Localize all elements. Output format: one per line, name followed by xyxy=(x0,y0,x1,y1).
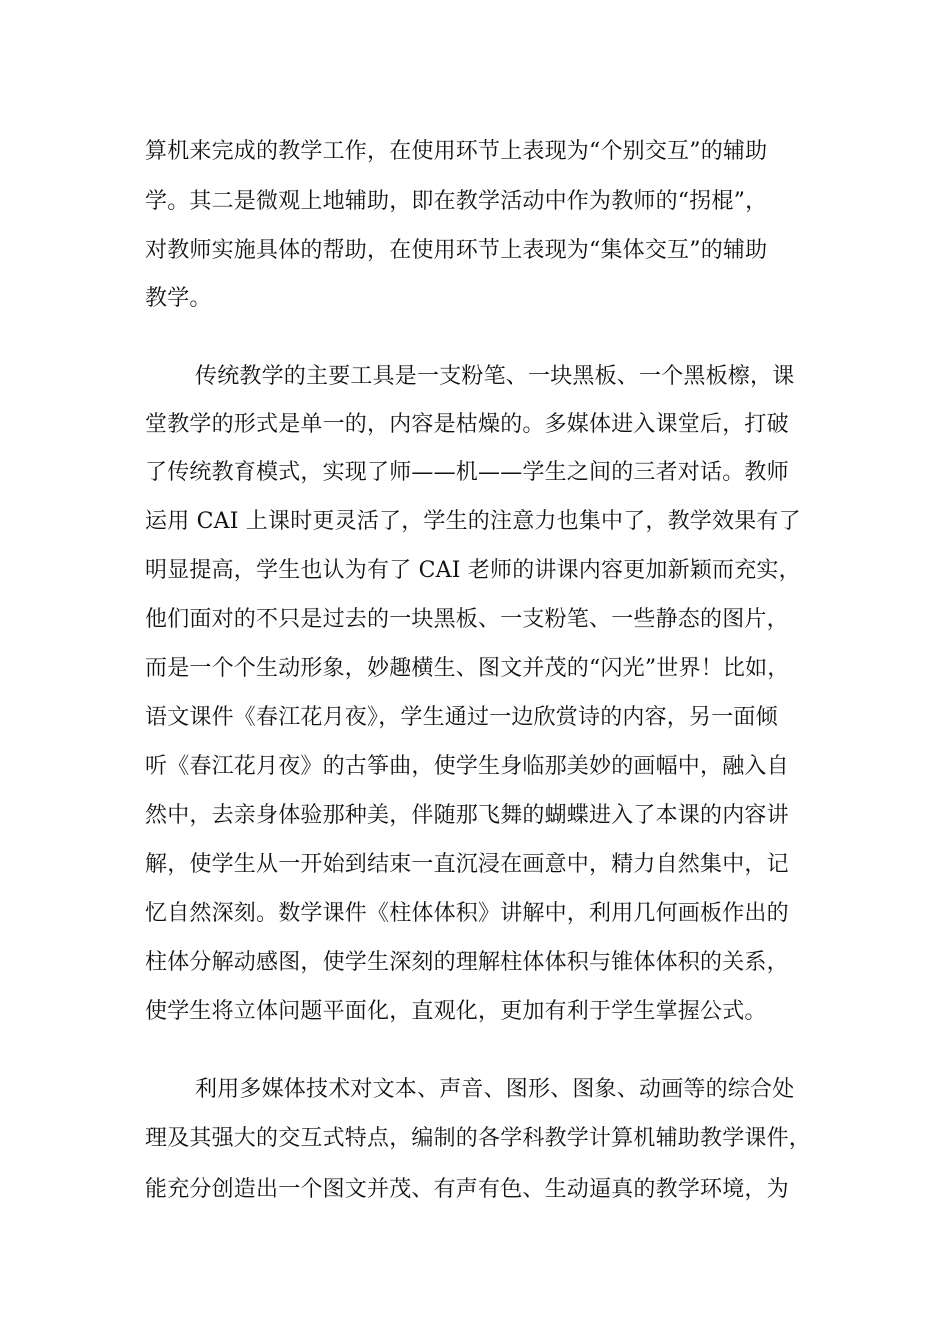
paragraph-2-line-8: 语文课件《春江花月夜》，学生通过一边欣赏诗的内容，另一面倾 xyxy=(145,705,778,730)
paragraph-2-line-12: 忆自然深刻。数学课件《柱体体积》讲解中，利用几何画板作出的 xyxy=(145,901,789,926)
paragraph-2-line-4: 运用 CAI 上课时更灵活了，学生的注意力也集中了，教学效果有了 xyxy=(145,509,801,534)
paragraph-2-line-9: 听《春江花月夜》的古筝曲，使学生身临那美妙的画幅中，融入自 xyxy=(145,754,789,779)
paragraph-2-line-6: 他们面对的不只是过去的一块黑板、一支粉笔、一些静态的图片， xyxy=(145,607,789,632)
paragraph-1-line-1: 算机来完成的教学工作，在使用环节上表现为“个别交互”的辅助 xyxy=(145,139,768,164)
paragraph-2-line-1: 传统教学的主要工具是一支粉笔、一块黑板、一个黑板檫，课 xyxy=(195,364,795,389)
paragraph-1-line-4: 教学。 xyxy=(145,286,212,311)
paragraph-2-line-10: 然中，去亲身体验那种美，伴随那飞舞的蝴蝶进入了本课的内容讲 xyxy=(145,803,789,828)
paragraph-2-line-11: 解，使学生从一开始到结束一直沉浸在画意中，精力自然集中，记 xyxy=(145,852,789,877)
paragraph-3-line-3: 能充分创造出一个图文并茂、有声有色、生动逼真的教学环境，为 xyxy=(145,1177,789,1202)
paragraph-1-line-3: 对教师实施具体的帮助，在使用环节上表现为“集体交互”的辅助 xyxy=(145,238,768,263)
paragraph-2-line-7: 而是一个个生动形象，妙趣横生、图文并茂的“闪光”世界！比如， xyxy=(145,656,790,681)
paragraph-3-line-2: 理及其强大的交互式特点，编制的各学科教学计算机辅助教学课件， xyxy=(145,1126,812,1151)
paragraph-1-line-2: 学。其二是微观上地辅助，即在教学活动中作为教师的“拐棍”， xyxy=(145,189,768,214)
paragraph-2-line-5: 明显提高，学生也认为有了 CAI 老师的讲课内容更加新颖而充实， xyxy=(145,558,801,583)
paragraph-3-line-1: 利用多媒体技术对文本、声音、图形、图象、动画等的综合处 xyxy=(195,1077,795,1102)
paragraph-2-line-14: 使学生将立体问题平面化，直观化，更加有利于学生掌握公式。 xyxy=(145,999,767,1024)
paragraph-2-line-2: 堂教学的形式是单一的，内容是枯燥的。多媒体进入课堂后，打破 xyxy=(145,412,789,437)
paragraph-2-line-13: 柱体分解动感图，使学生深刻的理解柱体体积与锥体体积的关系， xyxy=(145,950,789,975)
paragraph-2-line-3: 了传统教育模式，实现了师——机——学生之间的三者对话。教师 xyxy=(145,460,789,485)
